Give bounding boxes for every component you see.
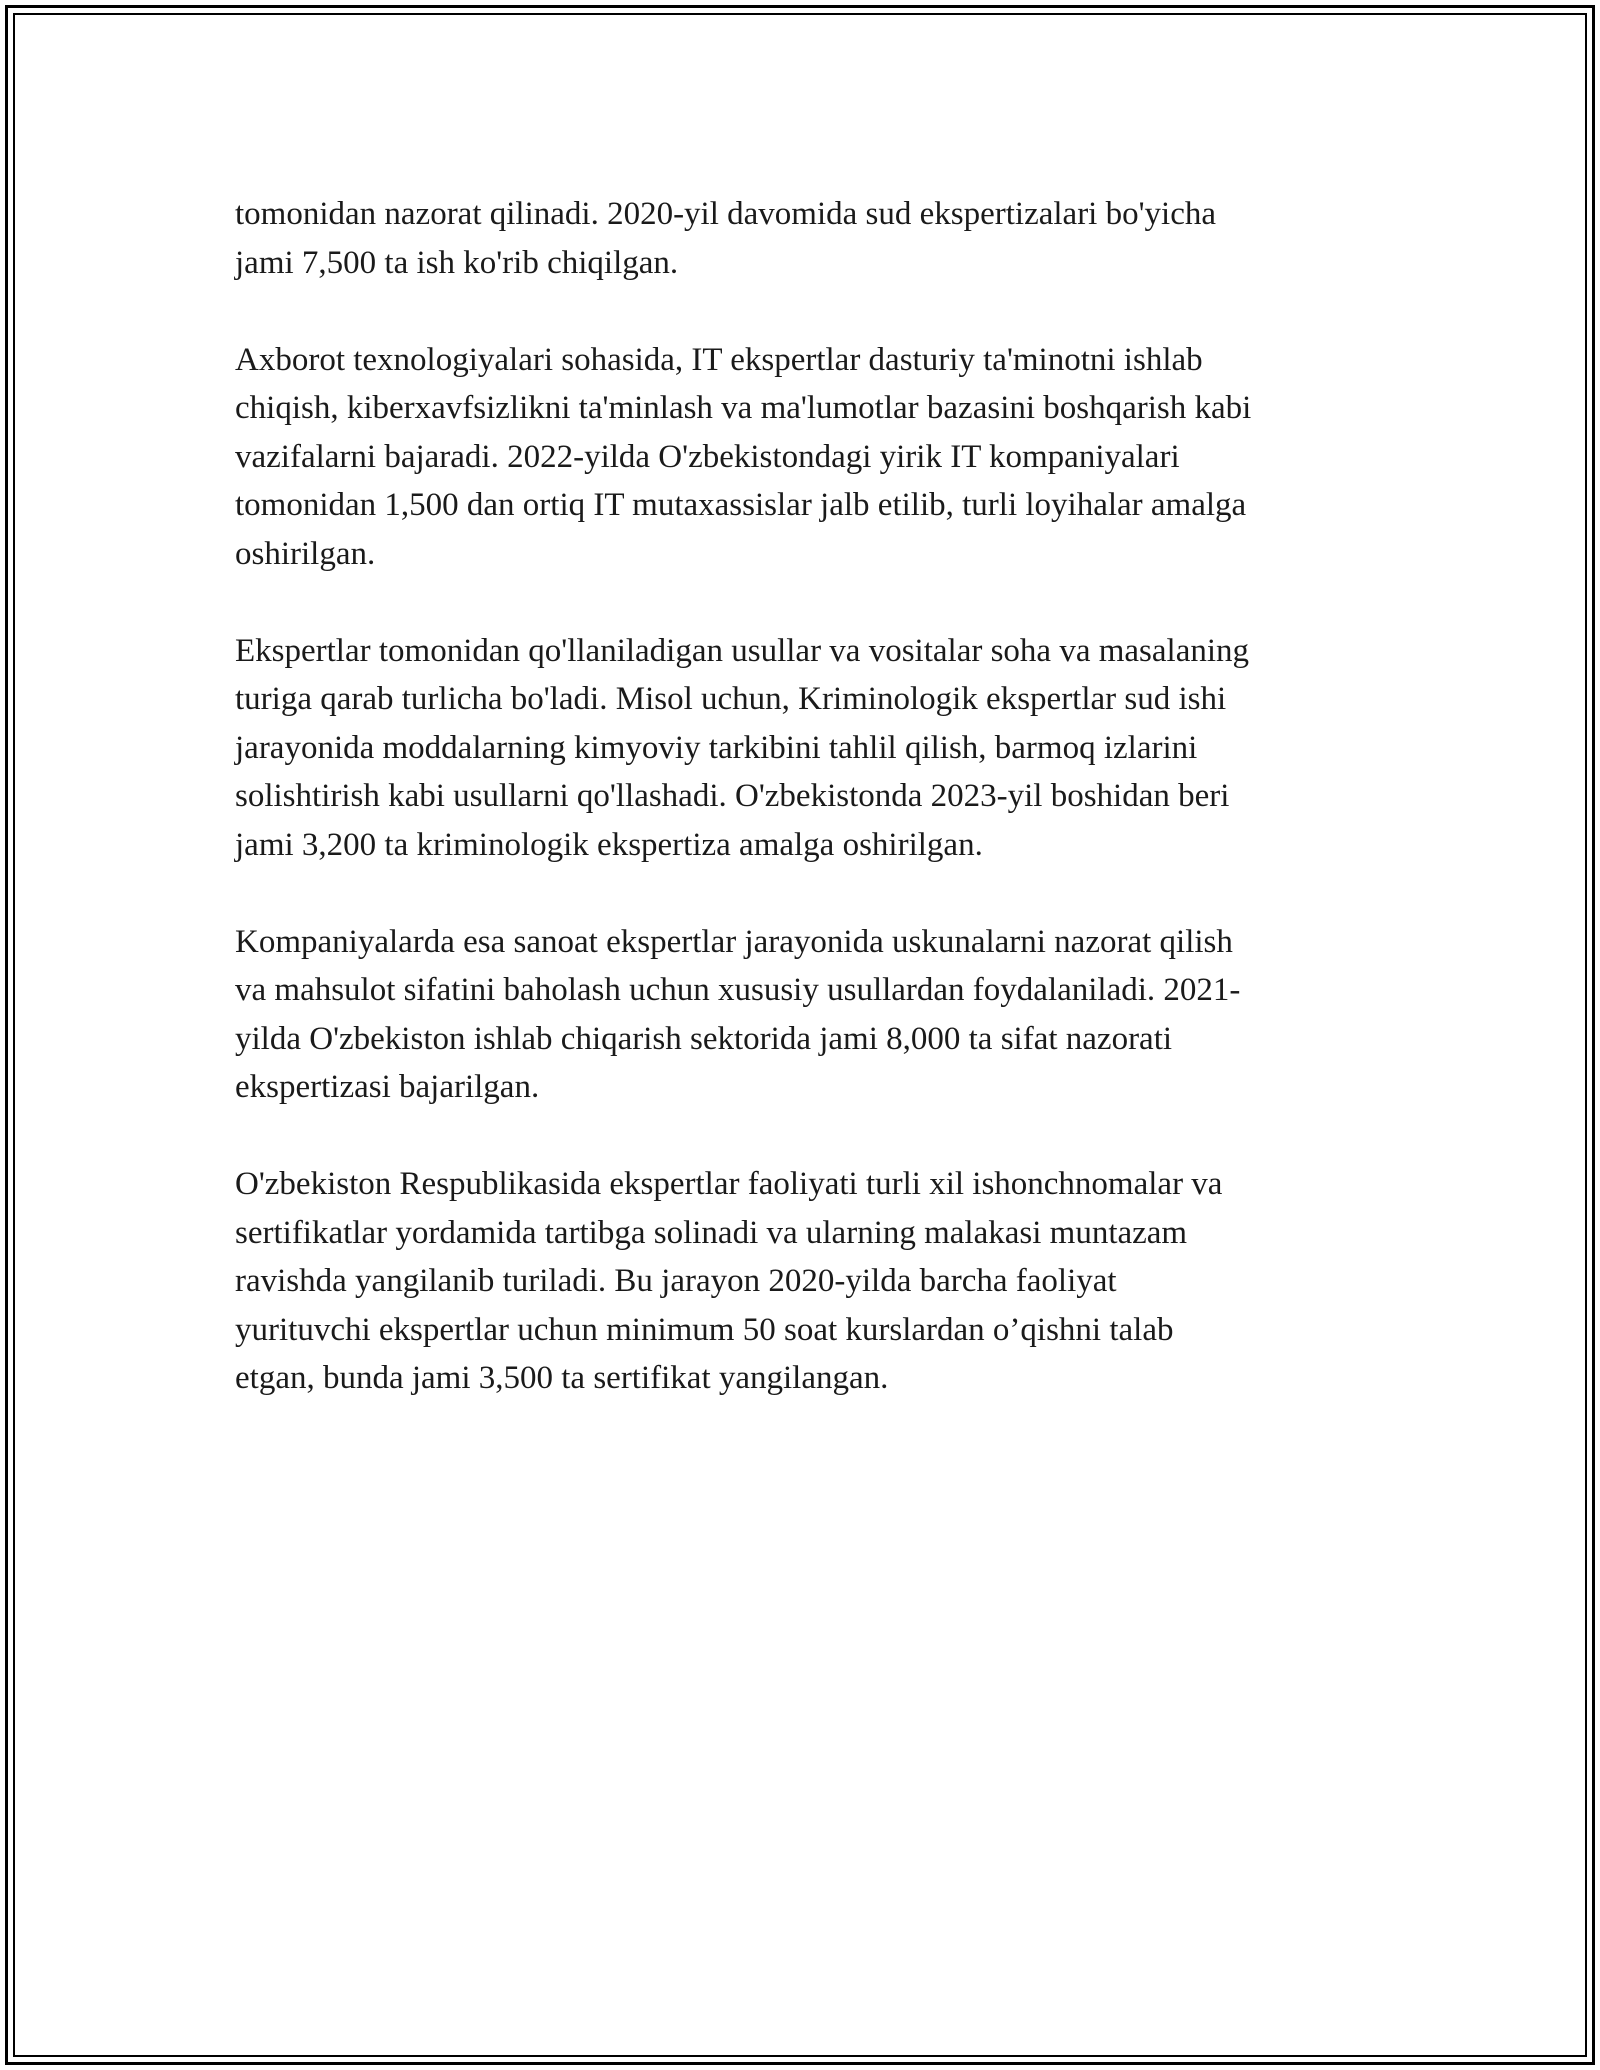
text-line: Kompaniyalarda esa sanoat ekspertlar jarayonida uskunalarni nazorat qilish (235, 923, 1233, 960)
text-line: oshirilgan. (235, 535, 376, 572)
text-line: jami 7,500 ta ish ko'rib chiqilgan. (235, 244, 679, 281)
paragraph-it-experts (235, 336, 1385, 579)
text-line: vazifalarni bajaradi. 2022-yilda O'zbekistondagi yirik IT kompaniyalari (235, 438, 1180, 475)
text-line: jami 3,200 ta kriminologik ekspertiza amalga oshirilgan. (235, 826, 983, 863)
text-line: Ekspertlar tomonidan qo'llaniladigan usullar va vositalar soha va masalaning (235, 632, 1250, 669)
paragraph-court-expertise (235, 190, 1385, 287)
paragraph-methods (235, 627, 1385, 870)
text-line: yurituvchi ekspertlar uchun minimum 50 soat kurslardan o’qishni talab (235, 1311, 1174, 1348)
text-line: yilda O'zbekiston ishlab chiqarish sektorida jami 8,000 ta sifat nazorati (235, 1020, 1173, 1057)
text-line: turiga qarab turlicha bo'ladi. Misol uchun, Kriminologik ekspertlar sud ishi (235, 681, 1227, 717)
document-body (235, 190, 1385, 1451)
text-line: solishtirish kabi usullarni qo'llashadi. O'zbekistonda 2023-yil boshidan beri (235, 778, 1230, 814)
text-line: Axborot texnologiyalari sohasida, IT ekspertlar dasturiy ta'minotni ishlab (235, 341, 1203, 378)
text-line: etgan, bunda jami 3,500 ta sertifikat yangilangan. (235, 1360, 889, 1396)
text-line: ravishda yangilanib turiladi. Bu jarayon 2020-yilda barcha faoliyat (235, 1263, 1117, 1299)
text-line: tomonidan 1,500 dan ortiq IT mutaxassislar jalb etilib, turli loyihalar amalga (235, 487, 1247, 523)
text-line: va mahsulot sifatini baholash uchun xususiy usullardan foydalaniladi. 2021- (235, 972, 1241, 1008)
text-line: O'zbekiston Respublikasida ekspertlar faoliyati turli xil ishonchnomalar va (235, 1166, 1223, 1202)
text-line: chiqish, kiberxavfsizlikni ta'minlash va ma'lumotlar bazasini boshqarish kabi (235, 390, 1252, 426)
text-line: ekspertizasi bajarilgan. (235, 1069, 540, 1105)
paragraph-industrial-experts (235, 918, 1385, 1112)
paragraph-certification (235, 1160, 1385, 1403)
text-line: tomonidan nazorat qilinadi. 2020-yil davomida sud ekspertizalari bo'yicha (235, 196, 1217, 232)
text-line: jarayonida moddalarning kimyoviy tarkibini tahlil qilish, barmoq izlarini (235, 729, 1198, 766)
text-line: sertifikatlar yordamida tartibga solinadi va ularning malakasi muntazam (235, 1214, 1188, 1251)
